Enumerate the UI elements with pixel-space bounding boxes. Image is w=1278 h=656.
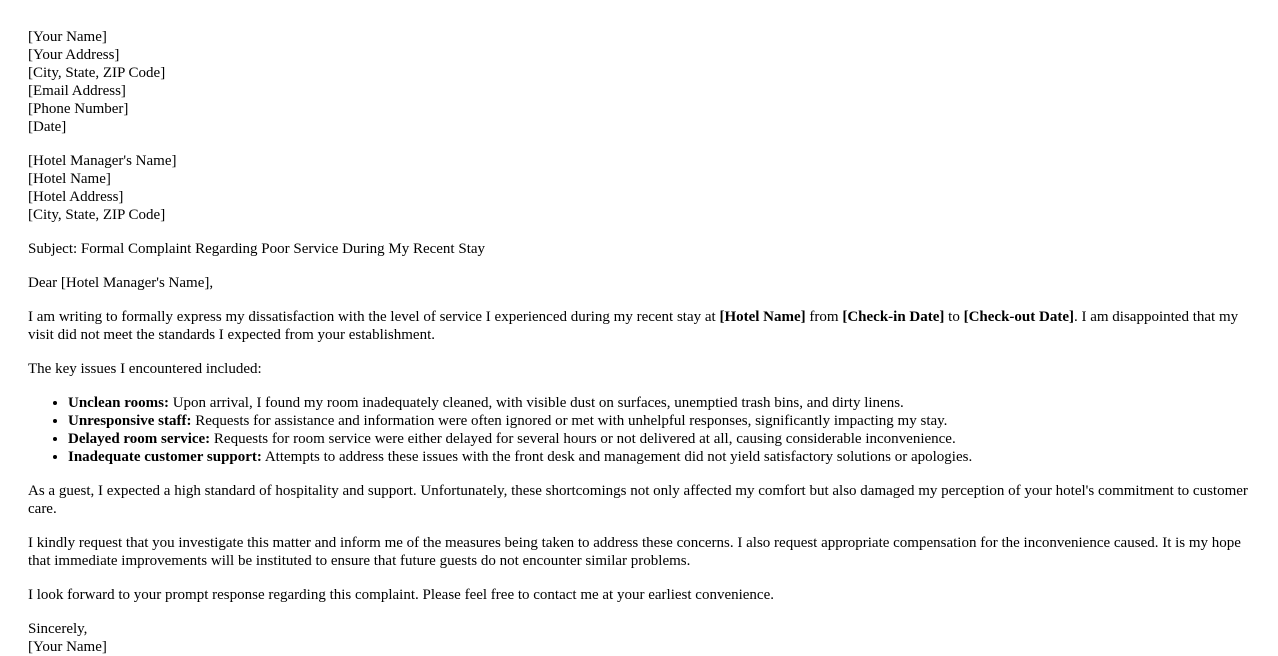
issue-title: Inadequate customer support: — [68, 449, 262, 465]
sender-phone: [Phone Number] — [28, 101, 129, 117]
recipient-address: [Hotel Address] — [28, 189, 124, 205]
salutation: Dear [Hotel Manager's Name], — [28, 275, 214, 291]
letter-date: [Date] — [28, 119, 67, 135]
issues-list — [28, 394, 1250, 466]
list-item — [68, 394, 1250, 412]
sender-city: [City, State, ZIP Code] — [28, 65, 166, 81]
intro-text-4: . I am disappointed that my visit did not meet the standards I expected from your establishment. — [28, 309, 1239, 343]
issue-title: Unresponsive staff: — [68, 413, 192, 429]
intro-checkout-date: [Check-out Date] — [963, 309, 1074, 325]
intro-text-3: to — [944, 309, 964, 325]
sender-email: [Email Address] — [28, 83, 126, 99]
issues-intro: The key issues I encountered included: — [28, 361, 262, 377]
closing-paragraph: I look forward to your prompt response regarding this complaint. Please feel free to contact me at your earliest convenience. — [28, 587, 774, 603]
issue-text: Requests for room service were either delayed for several hours or not delivered at all, causing considerable inconvenience. — [210, 431, 956, 447]
recipient-manager: [Hotel Manager's Name] — [28, 153, 177, 169]
issue-text: Requests for assistance and information were often ignored or met with unhelpful responses, significantly impacting my stay. — [191, 413, 948, 429]
intro-text-1: I am writing to formally express my dissatisfaction with the level of service I experienced during my recent stay at — [28, 309, 720, 325]
issue-text: Attempts to address these issues with the front desk and management did not yield satisfactory solutions or apologies. — [261, 449, 973, 465]
intro-text-2: from — [805, 309, 843, 325]
intro-paragraph — [28, 308, 1250, 344]
guest-paragraph: As a guest, I expected a high standard of hospitality and support. Unfortunately, these shortcomings not only affected my comfort but also damaged my perception of your hotel's commitment to customer care. — [28, 483, 1248, 517]
recipient-city: [City, State, ZIP Code] — [28, 207, 166, 223]
signature-name: [Your Name] — [28, 639, 107, 655]
request-paragraph: I kindly request that you investigate this matter and inform me of the measures being taken to address these concerns. I also request appropriate compensation for the inconvenience caused. It is my hope that immediate improvements will be instituted to ensure that future guests do not encounter similar problems. — [28, 535, 1241, 569]
list-item — [68, 412, 1250, 430]
subject-line: Subject: Formal Complaint Regarding Poor Service During My Recent Stay — [28, 241, 486, 257]
signature-block — [28, 620, 1250, 656]
list-item — [68, 448, 1250, 466]
list-item — [68, 430, 1250, 448]
sender-name: [Your Name] — [28, 29, 107, 45]
intro-checkin-date: [Check-in Date] — [842, 309, 945, 325]
signoff: Sincerely, — [28, 621, 88, 637]
sender-address: [Your Address] — [28, 47, 120, 63]
recipient-hotel: [Hotel Name] — [28, 171, 111, 187]
recipient-block — [28, 152, 1250, 224]
issue-title: Unclean rooms: — [68, 395, 169, 411]
intro-hotel-name: [Hotel Name] — [719, 309, 806, 325]
sender-block — [28, 28, 1250, 136]
issue-text: Upon arrival, I found my room inadequately cleaned, with visible dust on surfaces, unemptied trash bins, and dirty linens. — [168, 395, 904, 411]
issue-title: Delayed room service: — [68, 431, 211, 447]
